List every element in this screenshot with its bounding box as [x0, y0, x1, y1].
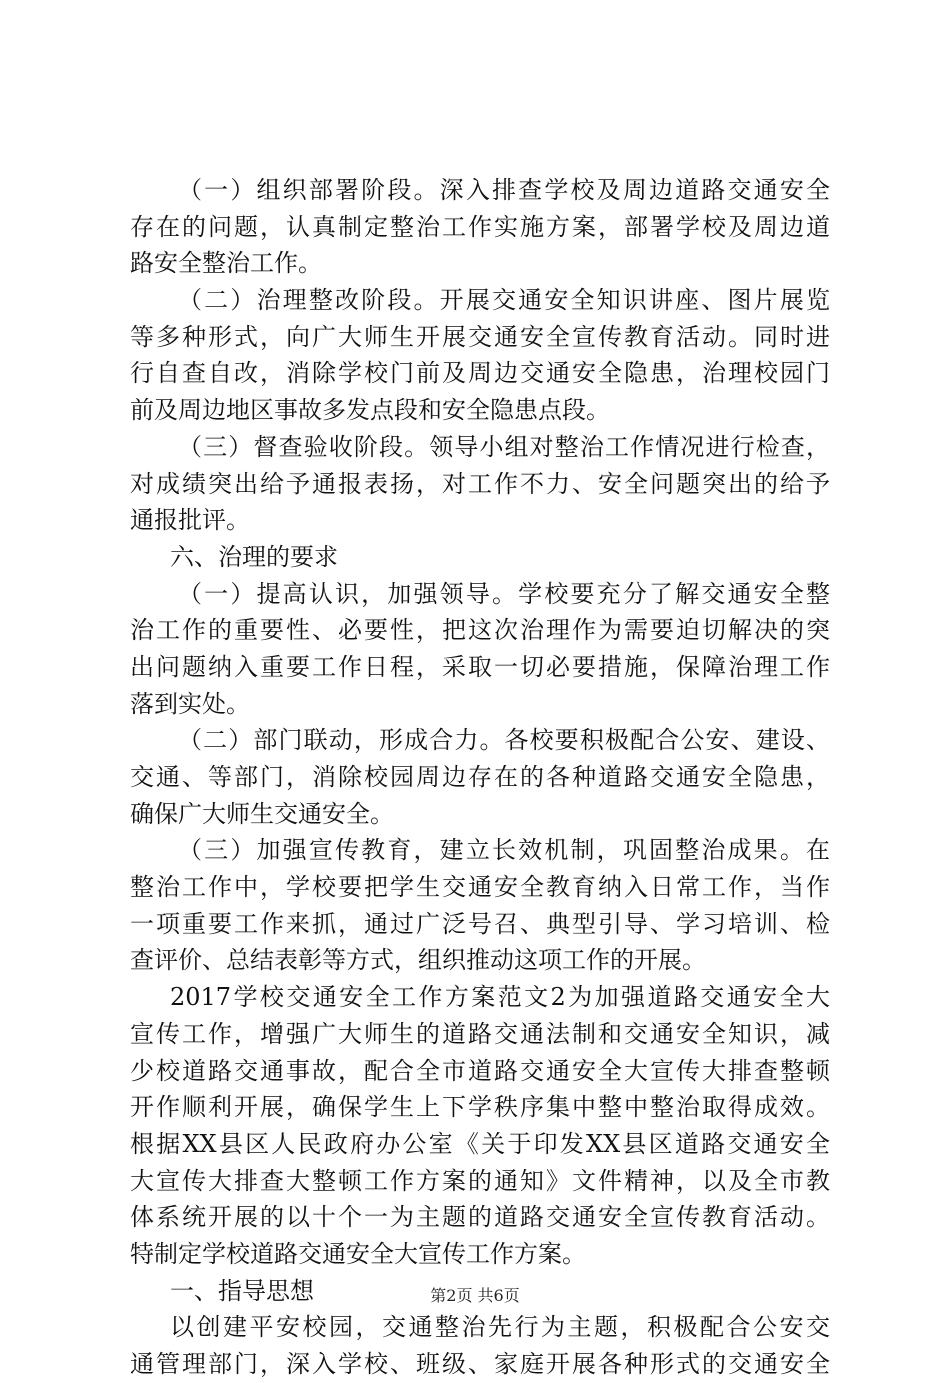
text-line: 一项重要工作来抓，通过广泛号召、典型引导、学习培训、检 — [130, 909, 830, 938]
text-line: 交通、等部门，消除校园周边存在的各种道路交通安全隐患， — [130, 763, 830, 791]
text-line: 行自查自改，消除学校门前及周边交通安全隐患，治理校园门 — [130, 359, 830, 388]
text-line: （一）组织部署阶段。深入排查学校及周边道路交通安全 — [178, 176, 830, 204]
text-line: 整治工作中，学校要把学生交通安全教育纳入日常工作，当作 — [130, 873, 830, 902]
text-line: 特制定学校道路交通安全大宣传工作方案。 — [130, 1239, 586, 1268]
document-body — [130, 172, 830, 1383]
text-line: 根据XX县区人民政府办公室《关于印发XX县区道路交通安全 — [130, 1129, 830, 1158]
text-line: 体系统开展的以十个一为主题的道路交通安全宣传教育活动。 — [130, 1203, 830, 1232]
text-line: （二）部门联动，形成合力。各校要积极配合公安、建设、 — [178, 726, 830, 755]
text-line: 2017学校交通安全工作方案范文2为加强道路交通安全大 — [170, 983, 830, 1012]
text-line: 以创建平安校园，交通整治先行为主题，积极配合公安交 — [170, 1313, 830, 1342]
page-footer: 第2页 共6页 — [430, 1286, 520, 1305]
text-line: 查评价、总结表彰等方式，组织推动这项工作的开展。 — [130, 946, 706, 975]
text-line: （三）督查验收阶段。领导小组对整治工作情况进行检查， — [178, 432, 830, 461]
text-line: 宣传工作，增强广大师生的道路交通法制和交通安全知识，减 — [130, 1019, 830, 1048]
text-line: 治工作的重要性、必要性，把这次治理作为需要迫切解决的突 — [130, 616, 830, 645]
text-line: 通报批评。 — [130, 506, 250, 535]
text-line: 前及周边地区事故多发点段和安全隐患点段。 — [130, 396, 610, 425]
text-line: （一）提高认识，加强领导。学校要充分了解交通安全整 — [178, 579, 830, 608]
text-line: （二）治理整改阶段。开展交通安全知识讲座、图片展览 — [178, 286, 830, 315]
text-line: 六、治理的要求 — [170, 542, 338, 571]
text-line: 存在的问题，认真制定整治工作实施方案，部署学校及周边道 — [130, 212, 830, 241]
text-line: 开作顺利开展，确保学生上下学秩序集中整中整治取得成效。 — [130, 1093, 830, 1122]
text-line: 出问题纳入重要工作日程，采取一切必要措施，保障治理工作 — [130, 652, 830, 681]
text-line: 一、指导思想 — [170, 1276, 314, 1305]
text-line: 落到实处。 — [130, 689, 250, 718]
text-line: 等多种形式，向广大师生开展交通安全宣传教育活动。同时进 — [130, 322, 830, 351]
text-line: 对成绩突出给予通报表扬，对工作不力、安全问题突出的给予 — [130, 469, 830, 498]
text-line: 通管理部门，深入学校、班级、家庭开展各种形式的交通安全 — [130, 1350, 830, 1378]
text-line: 少校道路交通事故，配合全市道路交通安全大宣传大排查整顿 — [130, 1056, 830, 1085]
text-line: 确保广大师生交通安全。 — [130, 799, 394, 828]
text-line: 大宣传大排查大整顿工作方案的通知》文件精神，以及全市教 — [130, 1166, 830, 1195]
text-line: （三）加强宣传教育，建立长效机制，巩固整治成果。在 — [178, 836, 830, 865]
text-line: 路安全整治工作。 — [130, 249, 322, 278]
